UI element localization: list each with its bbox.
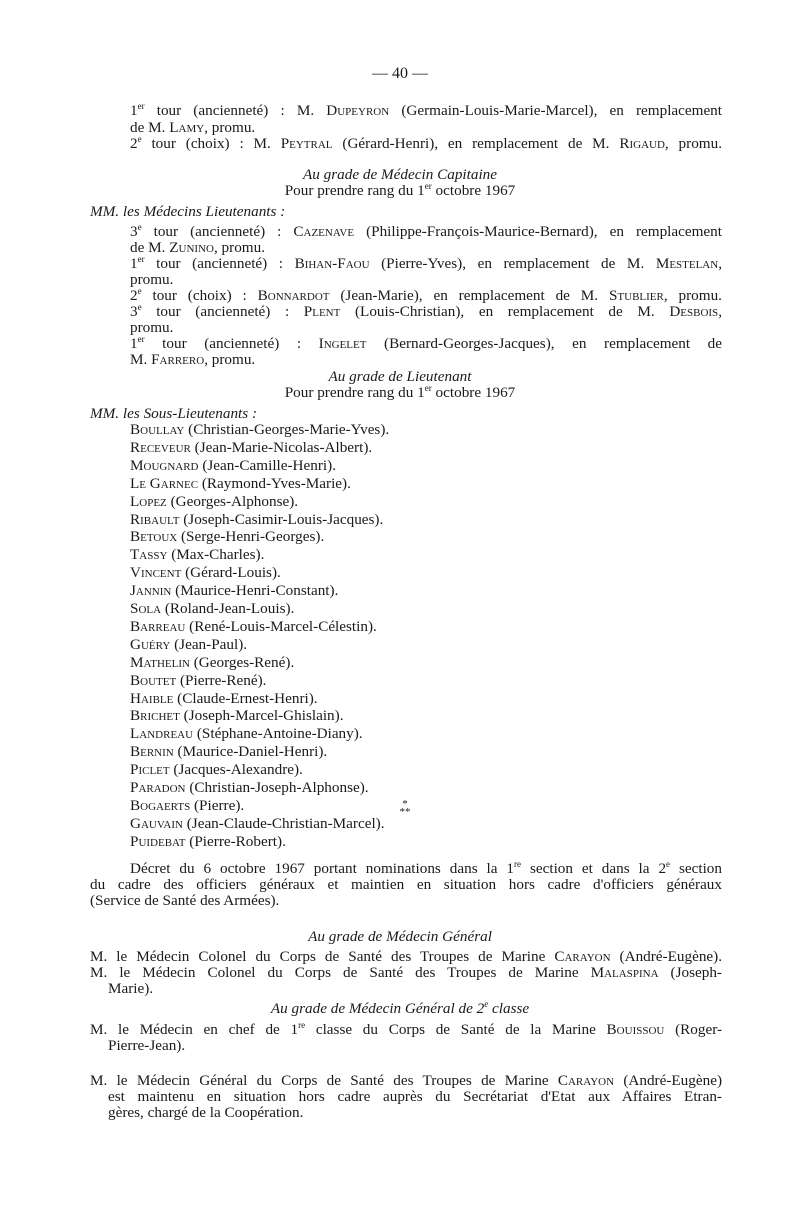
- person-name: Paradon: [130, 779, 186, 796]
- paragraph-line: 1er tour (ancienneté) : Ingelet (Bernard-Georges-Jacques), en remplacement de: [130, 334, 722, 352]
- list-item: Bernin (Maurice-Daniel-Henri).: [130, 743, 328, 760]
- list-item: Sola (Roland-Jean-Louis).: [130, 600, 295, 617]
- paragraph-line: 2e tour (choix) : M. Peytral (Gérard-Henri), en remplacement de M. Rigaud, promu.: [130, 134, 723, 152]
- person-name: Plent: [303, 303, 341, 320]
- paragraph-line: 1er tour (ancienneté) : M. Dupeyron (Germain-Louis-Marie-Marcel), en remplacement: [130, 101, 722, 119]
- list-item: Bogaerts (Pierre).: [130, 797, 245, 814]
- paragraph-line: promu.: [130, 271, 174, 288]
- paragraph-line: de M. Lamy, promu.: [130, 119, 256, 136]
- person-name: Mougnard: [130, 457, 199, 474]
- paragraph-line: M. le Médecin Général du Corps de Santé des Troupes de Marine Carayon (André-Eugène): [90, 1072, 723, 1089]
- person-name: Haible: [130, 690, 174, 707]
- person-name: Zunino: [169, 239, 214, 256]
- person-name: Malaspina: [590, 964, 659, 981]
- separator-asterisks: * **: [399, 798, 411, 818]
- list-item: Gauvain (Jean-Claude-Christian-Marcel).: [130, 815, 385, 832]
- person-name: Piclet: [130, 761, 170, 778]
- paragraph-line: Marie).: [108, 980, 154, 997]
- group-label: MM. les Médecins Lieutenants :: [90, 203, 286, 220]
- person-name: Vincent: [130, 564, 182, 581]
- list-item: Jannin (Maurice-Henri-Constant).: [130, 582, 339, 599]
- paragraph-line: promu.: [130, 319, 174, 336]
- paragraph-line: 3e tour (ancienneté) : Plent (Louis-Christian), en remplacement de M. Desbois,: [130, 302, 722, 320]
- list-item: Ribault (Joseph-Casimir-Louis-Jacques).: [130, 511, 384, 528]
- person-name: Ribault: [130, 511, 180, 528]
- paragraph-line: gères, chargé de la Coopération.: [108, 1104, 304, 1121]
- paragraph-line: M. le Médecin Colonel du Corps de Santé des Troupes de Marine Malaspina (Joseph-: [90, 964, 722, 981]
- person-name: Jannin: [130, 582, 172, 599]
- section-heading: Au grade de Médecin Général: [308, 928, 492, 945]
- person-name: Bogaerts: [130, 797, 191, 814]
- person-name: Tassy: [130, 546, 168, 563]
- paragraph-line: 1er tour (ancienneté) : Bihan-Faou (Pierre-Yves), en remplacement de M. Mestelan,: [130, 254, 722, 272]
- person-name: Gauvain: [130, 815, 183, 832]
- group-label: MM. les Sous-Lieutenants :: [90, 405, 258, 422]
- paragraph-line: Pierre-Jean).: [108, 1037, 186, 1054]
- person-name: Bihan-Faou: [294, 255, 370, 272]
- list-item: Landreau (Stéphane-Antoine-Diany).: [130, 725, 363, 742]
- list-item: Boutet (Pierre-René).: [130, 672, 267, 689]
- paragraph-line: est maintenu en situation hors cadre auprès du Secrétariat d'Etat aux Affaires Etran-: [108, 1088, 722, 1105]
- list-item: Tassy (Max-Charles).: [130, 546, 265, 563]
- list-item: Puidebat (Pierre-Robert).: [130, 833, 286, 850]
- person-name: Brichet: [130, 707, 180, 724]
- rank-date: Pour prendre rang du 1er octobre 1967: [284, 181, 516, 199]
- person-name: Sola: [130, 600, 162, 617]
- paragraph-line: (Service de Santé des Armées).: [90, 892, 280, 909]
- paragraph-line: Décret du 6 octobre 1967 portant nominations dans la 1re section et dans la 2e section: [130, 859, 722, 877]
- list-item: Vincent (Gérard-Louis).: [130, 564, 281, 581]
- person-name: Bernin: [130, 743, 174, 760]
- list-item: Brichet (Joseph-Marcel-Ghislain).: [130, 707, 344, 724]
- person-name: Ingelet: [318, 335, 367, 352]
- page-number: — 40 —: [372, 65, 428, 82]
- person-name: Guéry: [130, 636, 171, 653]
- list-item: Boullay (Christian-Georges-Marie-Yves).: [130, 421, 390, 438]
- list-item: Barreau (René-Louis-Marcel-Célestin).: [130, 618, 377, 635]
- person-name: Stublier: [608, 287, 664, 304]
- person-name: Boutet: [130, 672, 177, 689]
- paragraph-line: 3e tour (ancienneté) : Cazenave (Philippe-François-Maurice-Bernard), en remplacement: [130, 222, 722, 240]
- person-name: Desbois: [669, 303, 719, 320]
- person-name: Peytral: [280, 135, 333, 152]
- person-name: Boullay: [130, 421, 185, 438]
- paragraph-line: de M. Zunino, promu.: [130, 239, 265, 256]
- person-name: Bouissou: [606, 1021, 665, 1038]
- section-heading: Au grade de Médecin Général de 2e classe: [270, 999, 530, 1017]
- person-name: Bonnardot: [257, 287, 330, 304]
- rank-date: Pour prendre rang du 1er octobre 1967: [284, 383, 516, 401]
- list-item: Piclet (Jacques-Alexandre).: [130, 761, 303, 778]
- person-name: Betoux: [130, 528, 178, 545]
- list-item: Betoux (Serge-Henri-Georges).: [130, 528, 325, 545]
- person-name: Rigaud: [619, 135, 665, 152]
- paragraph-line: M. Farrero, promu.: [130, 351, 256, 368]
- list-item: Guéry (Jean-Paul).: [130, 636, 248, 653]
- paragraph-line: M. le Médecin en chef de 1re classe du Corps de Santé de la Marine Bouissou (Roger-: [90, 1020, 723, 1038]
- person-name: Farrero: [151, 351, 205, 368]
- section-heading: Au grade de Lieutenant: [328, 368, 472, 385]
- list-item: Haible (Claude-Ernest-Henri).: [130, 690, 318, 707]
- person-name: Le Garnec: [130, 475, 199, 492]
- person-name: Lopez: [130, 493, 167, 510]
- section-heading: Au grade de Médecin Capitaine: [302, 166, 497, 183]
- person-name: Carayon: [554, 948, 611, 965]
- list-item: Paradon (Christian-Joseph-Alphonse).: [130, 779, 369, 796]
- list-item: Le Garnec (Raymond-Yves-Marie).: [130, 475, 351, 492]
- list-item: Mathelin (Georges-René).: [130, 654, 295, 671]
- person-name: Mathelin: [130, 654, 190, 671]
- person-name: Lamy: [169, 119, 205, 136]
- list-item: Mougnard (Jean-Camille-Henri).: [130, 457, 336, 474]
- paragraph-line: 2e tour (choix) : Bonnardot (Jean-Marie), en remplacement de M. Stublier, promu.: [130, 286, 722, 304]
- person-name: Dupeyron: [326, 102, 390, 119]
- person-name: Barreau: [130, 618, 186, 635]
- list-item: Lopez (Georges-Alphonse).: [130, 493, 299, 510]
- paragraph-line: du cadre des officiers généraux et maintien en situation hors cadre d'officiers généraux: [90, 876, 722, 893]
- person-name: Puidebat: [130, 833, 186, 850]
- person-name: Cazenave: [293, 223, 355, 240]
- person-name: Mestelan: [655, 255, 719, 272]
- person-name: Carayon: [557, 1072, 615, 1089]
- paragraph-line: M. le Médecin Colonel du Corps de Santé des Troupes de Marine Carayon (André-Eugène).: [90, 948, 723, 965]
- person-name: Receveur: [130, 439, 191, 456]
- list-item: Receveur (Jean-Marie-Nicolas-Albert).: [130, 439, 373, 456]
- person-name: Landreau: [130, 725, 194, 742]
